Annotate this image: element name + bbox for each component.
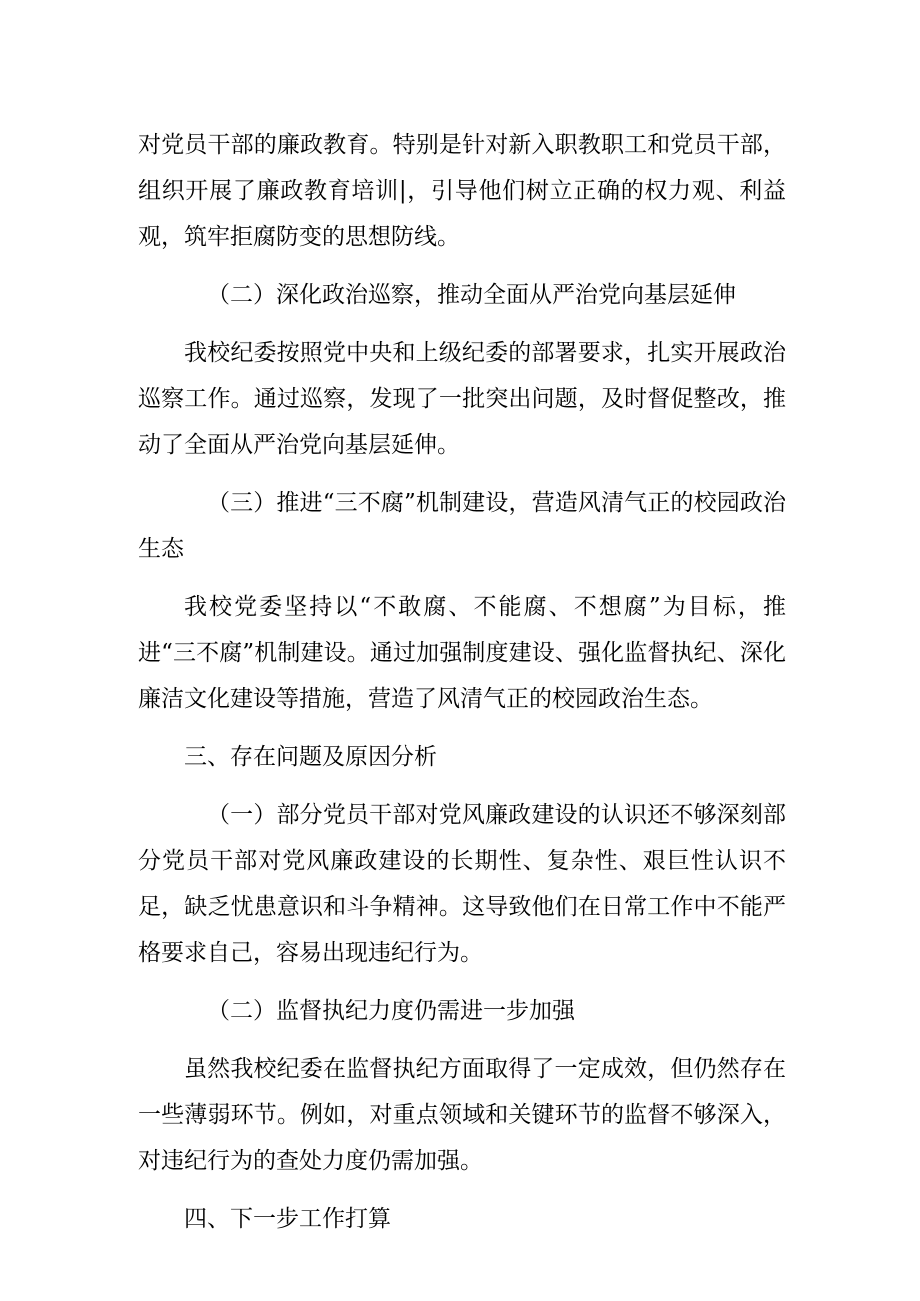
section-heading-problems: 三、存在问题及原因分析 xyxy=(184,744,437,770)
paragraph-understanding-issue: （一）部分党员干部对党风廉政建设的认识还不够深刻部分党员干部对党风廉政建设的长期性、复杂性、艰巨性认识不足，缺乏忧患意识和斗争精神。这导致他们在日常工作中不能严格要求自己，容易出现违纪行为。 xyxy=(138,802,786,966)
paragraph-three-no-corruption: 我校党委坚持以“不敢腐、不能腐、不想腐”为目标，推进“三不腐”机制建设。通过加强制度建设、强化监督执纪、深化廉洁文化建设等措施，营造了风清气正的校园政治生态。 xyxy=(138,594,786,712)
subheading-political-inspection: （二）深化政治巡察，推动全面从严治党向基层延伸 xyxy=(207,282,736,308)
subheading-supervision: （二）监督执纪力度仍需进一步加强 xyxy=(207,998,575,1024)
paragraph-political-inspection: 我校纪委按照党中央和上级纪委的部署要求，扎实开展政治巡察工作。通过巡察，发现了一批突出问题，及时督促整改，推动了全面从严治党向基层延伸。 xyxy=(138,340,786,458)
paragraph-supervision: 虽然我校纪委在监督执纪方面取得了一定成效，但仍然存在一些薄弱环节。例如，对重点领域和关键环节的监督不够深入，对违纪行为的查处力度仍需加强。 xyxy=(138,1056,786,1174)
section-heading-next-steps: 四、下一步工作打算 xyxy=(184,1206,391,1232)
paragraph-continuation: 对党员干部的廉政教育。特别是针对新入职教职工和党员干部，组织开展了廉政教育培训|，引导他们树立正确的权力观、利益观，筑牢拒腐防变的思想防线。 xyxy=(138,132,786,250)
subheading-three-no-corruption: （三）推进“三不腐”机制建设，营造风清气正的校园政治生态 xyxy=(138,490,786,562)
